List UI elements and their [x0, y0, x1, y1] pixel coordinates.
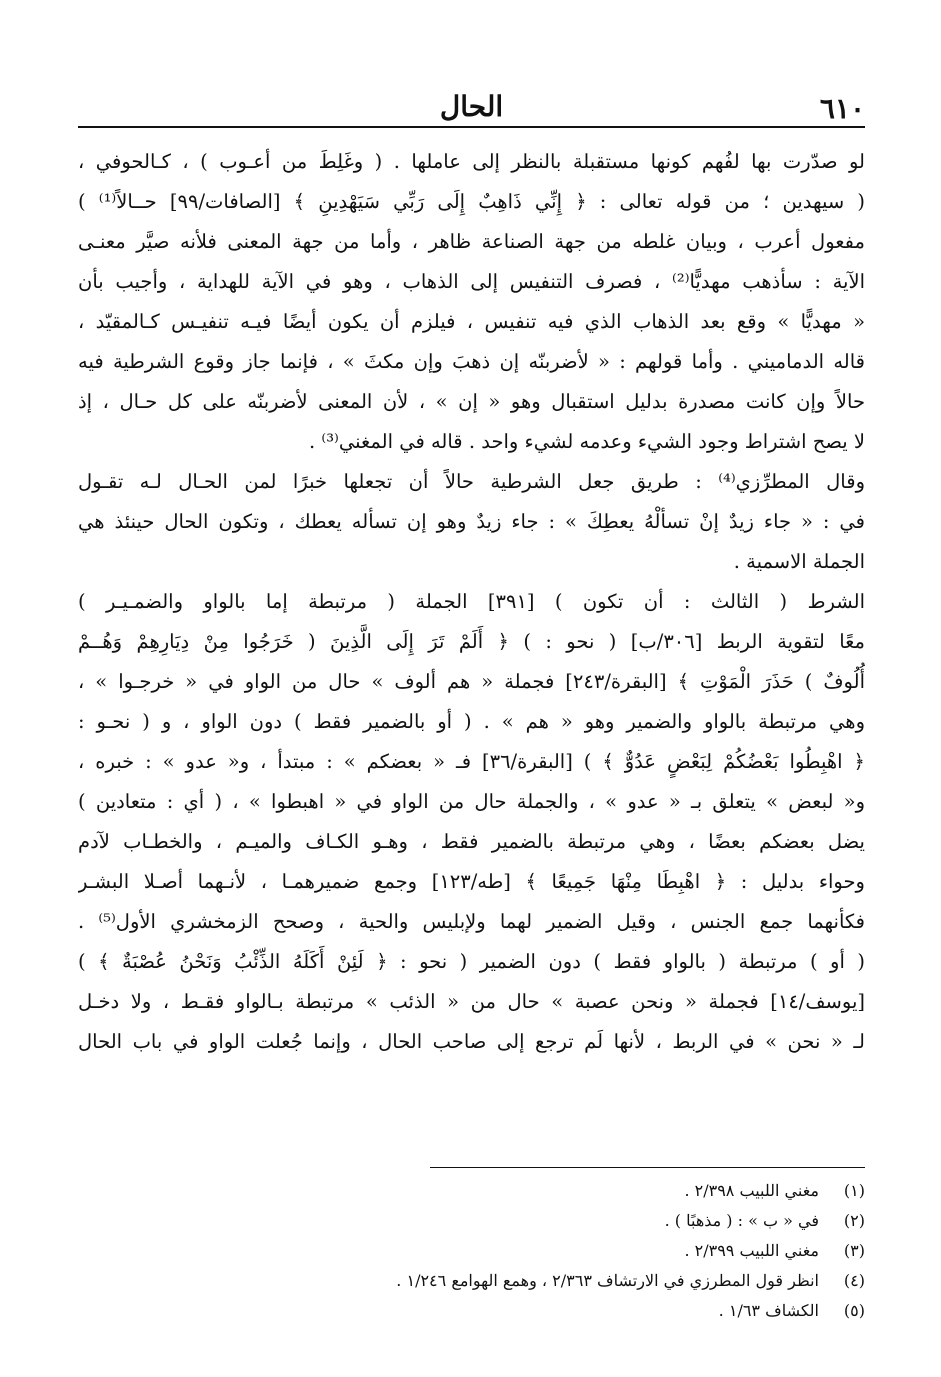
footnote-number: (١): [843, 1181, 865, 1200]
text-line: معًا لتقوية الربط [٣٠٦/ب] ( نحو : ) ﴿ أَلَمْ تَرَ إِلَى الَّذِينَ ( خَرَجُوا مِنْ دِيَارِهِمْ وَهُــمْ: [78, 630, 865, 653]
text-line: و« لبعض » يتعلق بـ « عدو » ، والجملة حال من الواو في « اهبطوا » ، ( أي : متعادين ): [78, 790, 865, 813]
footnote-text: مغني اللبيب ٢/٣٩٨ .: [684, 1181, 819, 1200]
text-line: وحواء بدليل : ﴿ اهْبِطَا مِنْهَا جَمِيعًا ﴾ [طه/١٢٣] وجمع ضميرهمـا ، لأنـهما أصـلا البشـر: [78, 870, 865, 893]
footnotes: [78, 1176, 865, 1326]
footnote: [78, 1236, 865, 1266]
text-line: مفعول أعرب ، وبيان غلطه من جهة الصناعة ظاهر ، وأما من جهة المعنى فلأنه صيَّر معنـى: [78, 230, 865, 253]
text-line: قاله الدماميني . وأما قولهم : « لأضربنّه إن ذهبَ وإن مكثَ » ، فإنما جاز وقوع الشرطية فيه: [78, 350, 865, 373]
main-text: [78, 142, 865, 1062]
text-line: لـ « نحن » في الربط ، لأنها لَم ترجع إلى صاحب الحال ، وإنما جُعلت الواو في باب الحال: [78, 1030, 865, 1053]
footnote-text: الكشاف ١/٦٣ .: [718, 1301, 819, 1320]
text-line: الآية : سأذهب مهديًّا⁽²⁾ ، فصرف التنفيس إلى الذهاب ، وهو في الآية للهداية ، وأجيب بأن: [78, 270, 865, 293]
text-line: وقال المطرِّزي⁽⁴⁾ : طريق جعل الشرطية حالاً أن تجعلها خبرًا لمن الحـال لـه تقـول: [78, 470, 865, 493]
footnote-number: (٣): [843, 1241, 865, 1260]
page-header: [78, 90, 865, 128]
footnote-divider: [430, 1167, 865, 1168]
footnote-number: (٤): [843, 1271, 865, 1290]
text-line: ( سيهدين ؛ من قوله تعالى : ﴿ إِنِّي ذَاهِبٌ إِلَى رَبِّي سَيَهْدِينِ ﴾ [الصافات/٩٩] حــالاً⁽¹⁾ ): [78, 190, 865, 213]
text-line: يضل بعضكم بعضًا ، وهي مرتبطة بالضمير فقط ، وهـو الكـاف والميـم ، والخطـاب لآدم: [78, 830, 865, 853]
text-line: الشرط ( الثالث : أن تكون ) [٣٩١] الجملة ( مرتبطة إما بالواو والضمـيـر ): [78, 590, 865, 613]
text-line: أُلُوفٌ ) حَذَرَ الْمَوْتِ ﴾ [البقرة/٢٤٣] فجملة « هم ألوف » حال من الواو في « خرجـوا » ،: [78, 670, 865, 693]
footnote: [78, 1176, 865, 1206]
footnote: [78, 1266, 865, 1296]
text-line: وهي مرتبطة بالواو والضمير وهو « هم » . ( أو بالضمير فقط ) دون الواو ، و ( نحـو :: [78, 710, 865, 733]
text-line: الجملة الاسمية .: [733, 550, 865, 573]
text-line: حالاً وإن كانت مصدرة بدليل استقبال وهو « إن » ، لأن المعنى لأضربنّه على كل حـال ، إذ: [78, 390, 865, 413]
text-line: لا يصح اشتراط وجود الشيء وعدمه لشيء واحد . قاله في المغني⁽³⁾ .: [309, 430, 865, 453]
footnote: [78, 1296, 865, 1326]
footnote-text: انظر قول المطرزي في الارتشاف ٢/٣٦٣ ، وهمع الهوامع ١/٢٤٦ .: [396, 1271, 819, 1290]
text-line: في : « جاء زيدٌ إنْ تسألْهُ يعطِكَ » : جاء زيدٌ وهو إن تسأله يعطك ، وتكون الحال حينئذ هي: [78, 510, 865, 533]
page-number: ٦١٠: [819, 92, 865, 125]
text-line: [يوسف/١٤] فجملة « ونحن عصبة » حال من « الذئب » مرتبطة بـالواو فقـط ، ولا دخـل: [78, 990, 865, 1013]
footnote-text: مغني اللبيب ٢/٣٩٩ .: [684, 1241, 819, 1260]
footnote-number: (٥): [843, 1301, 865, 1320]
text-line: فكأنهما جمع الجنس ، وقيل الضمير لهما ولإبليس والحية ، وصحح الزمخشري الأول⁽⁵⁾ .: [78, 910, 865, 933]
footnote: [78, 1206, 865, 1236]
text-line: « مهديًّا » وقع بعد الذهاب الذي فيه تنفيس ، فيلزم أن يكون أيضًا فيـه تنفيـس كـالمقيّد ،: [78, 310, 865, 333]
running-title: الحال: [439, 90, 504, 123]
footnote-text: في « ب » : ( مذهبًا ) .: [664, 1211, 819, 1230]
text-line: لو صدّرت بها لفُهم كونها مستقبلة بالنظر إلى عاملها . ( وغَلِطَ من أعـوب ) ، كـالحوفي ،: [78, 150, 865, 173]
text-line: ( أو ) مرتبطة ( بالواو فقط ) دون الضمير ( نحو : ﴿ لَئِنْ أَكَلَهُ الذِّئْبُ وَنَحْنُ عُصْبَةٌ ﴾ ): [78, 950, 865, 973]
text-line: ﴿ اهْبِطُوا بَعْضُكُمْ لِبَعْضٍ عَدُوٌّ ﴾ ) [البقرة/٣٦] فـ « بعضكم » : مبتدأ ، و« عدو » : خبره ،: [78, 750, 865, 773]
footnote-number: (٢): [843, 1211, 865, 1230]
